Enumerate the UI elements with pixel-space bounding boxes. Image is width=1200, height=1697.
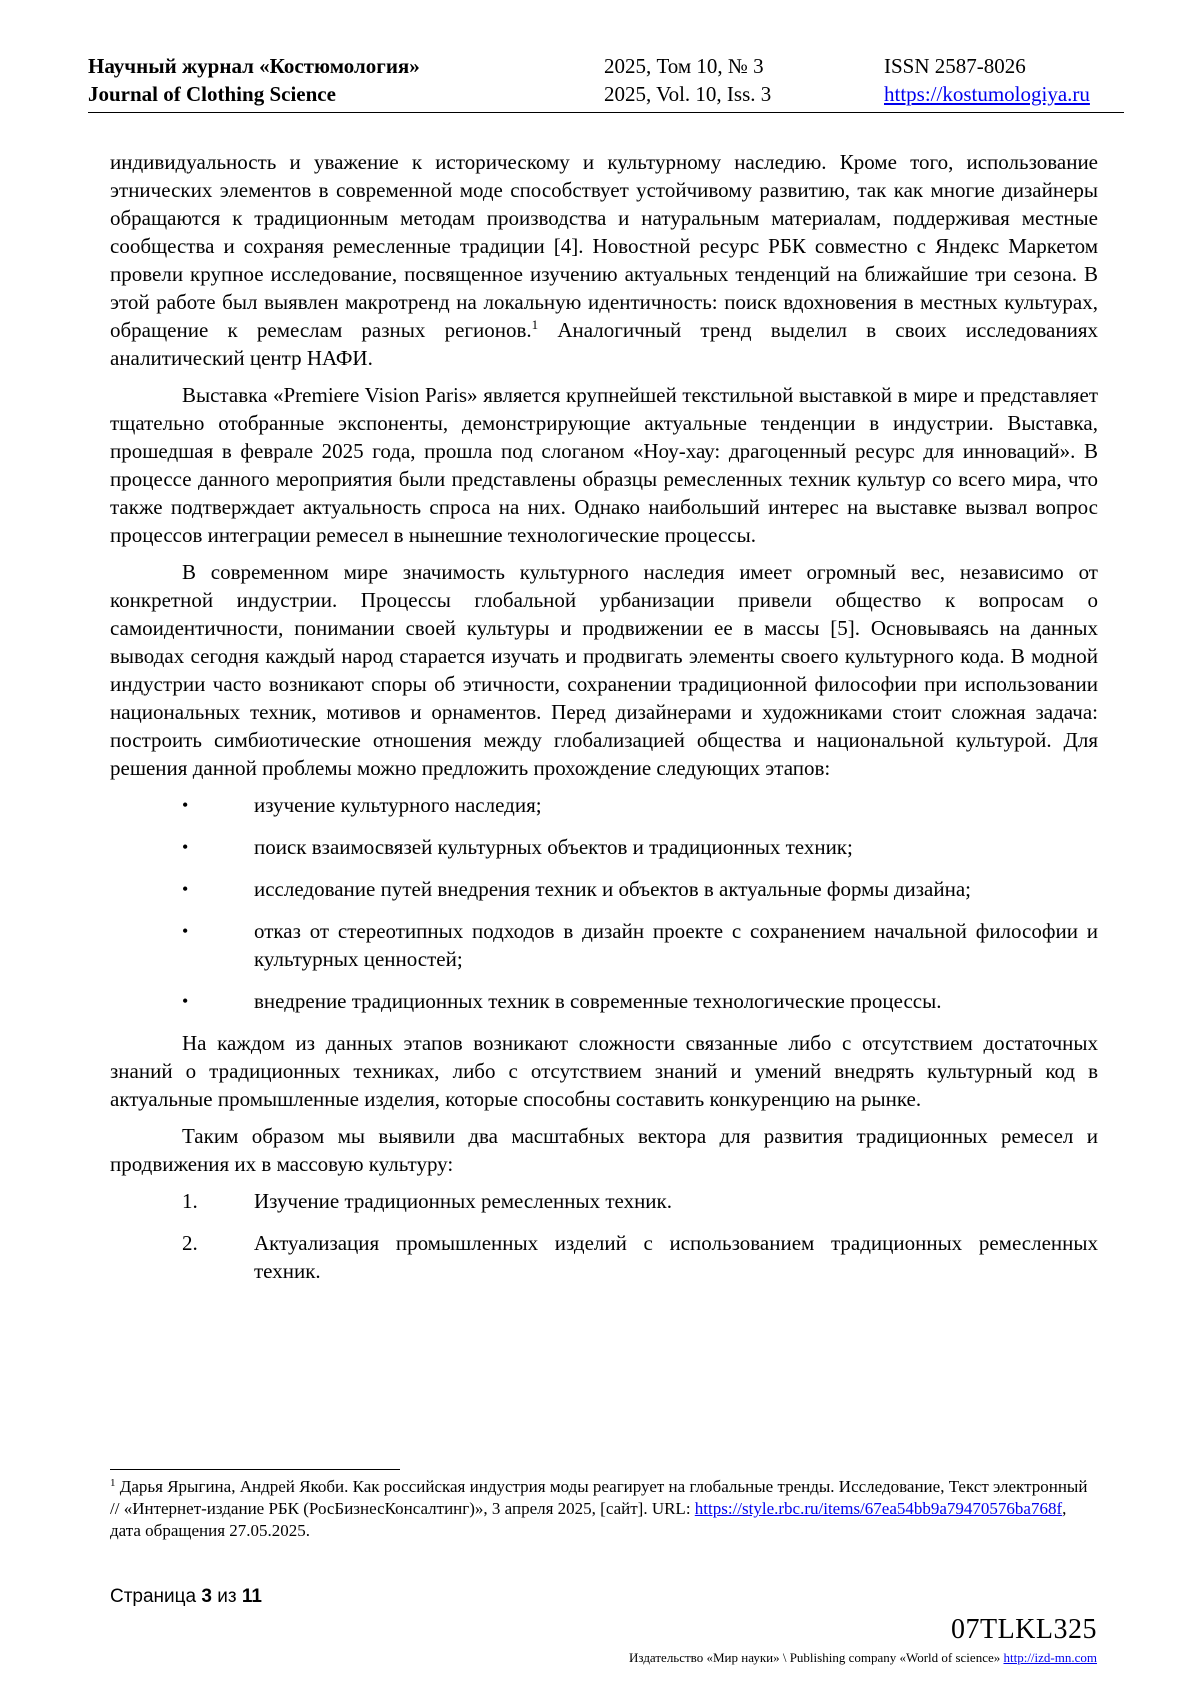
- list-number: 2.: [182, 1231, 198, 1255]
- footnote: [110, 1476, 1098, 1542]
- bullet-icon: •: [182, 837, 189, 857]
- paragraph-1-tail: Аналогичный тренд выделил в своих исследованиях аналитический центр НАФИ.: [110, 318, 1098, 370]
- list-item: • отказ от стереотипных подходов в дизайн проекте с сохранением начальной философии и культурных ценностей;: [182, 919, 1098, 971]
- journal-site-link[interactable]: https://kostumologiya.ru: [884, 82, 1090, 106]
- bullet-icon: •: [182, 795, 189, 815]
- footnote-divider: [110, 1469, 400, 1470]
- list-item: 1. Изучение традиционных ремесленных техник.: [182, 1189, 673, 1213]
- footnote-text: Дарья Ярыгина, Андрей Якоби. Как российская индустрия моды реагирует на глобальные тренды. Исследование, Текст электронный // «Интернет-издание РБК (РосБизнесКонсалтинг)», 3 апреля 2025, [сайт]. URL:: [110, 1477, 1088, 1518]
- article-body: [110, 148, 1098, 1299]
- article-code: 07TLKL325: [950, 1614, 1097, 1645]
- publisher-link[interactable]: http://izd-mn.com: [1003, 1650, 1097, 1665]
- bullet-icon: •: [182, 879, 189, 899]
- issue-block: [604, 52, 771, 108]
- footnote-number: 1: [110, 1477, 116, 1489]
- paragraph-3: В современном мире значимость культурного наследия имеет огромный вес, независимо от конкретной индустрии. Процессы глобальной урбанизации привели общество к вопросам о самоидентичности, понимании своей культуры и продвижении ее в массы [5]. Основываясь на данных выводах сегодня каждый народ старается изучать и продвигать элементы своего культурного кода. В модной индустрии часто возникают споры об этичности, сохранении традиционной философии при использовании национальных техник, мотивов и орнаментов. Перед дизайнерами и художниками стоит сложная задача: построить симбиотические отношения между глобализацией общества и национальной культурой. Для решения данной проблемы можно предложить прохождение следующих этапов:: [110, 560, 1098, 780]
- paragraph-5: Таким образом мы выявили два масштабных вектора для развития традиционных ремесел и продвижения их в массовую культуру:: [110, 1124, 1098, 1176]
- list-item: • исследование путей внедрения техник и объектов в актуальные формы дизайна;: [182, 877, 972, 901]
- footnote-ref[interactable]: 1: [531, 317, 539, 332]
- list-item: 2. Актуализация промышленных изделий с использованием традиционных ремесленных техник.: [182, 1231, 1098, 1283]
- issn-block: [884, 52, 1090, 108]
- list-item: • поиск взаимосвязей культурных объектов и традиционных техник;: [182, 835, 853, 859]
- issn: ISSN 2587-8026: [884, 54, 1026, 78]
- vectors-list: [110, 1187, 1098, 1285]
- bullet-icon: •: [182, 921, 189, 941]
- journal-name-en: Journal of Clothing Science: [88, 82, 336, 106]
- paragraph-1: [110, 148, 1098, 372]
- list-item: • изучение культурного наследия;: [182, 793, 542, 817]
- issue-ru: 2025, Том 10, № 3: [604, 54, 764, 78]
- publisher-line: Издательство «Мир науки» \ Publishing company «World of science» http://izd-mn.com: [629, 1650, 1097, 1665]
- journal-header: [88, 52, 1124, 113]
- list-number: 1.: [182, 1189, 198, 1213]
- issue-en: 2025, Vol. 10, Iss. 3: [604, 82, 772, 106]
- paragraph-4: На каждом из данных этапов возникают сложности связанные либо с отсутствием достаточных знаний о традиционных техниках, либо с отсутствием знаний и умений внедрять культурный код в актуальные промышленные изделия, которые способны составить конкуренцию на рынке.: [110, 1031, 1098, 1111]
- bullet-icon: •: [182, 991, 189, 1011]
- stages-list: [110, 791, 1098, 1015]
- journal-name-ru: Научный журнал «Костюмология»: [88, 54, 420, 78]
- page-number: Страница 3 из 11: [110, 1586, 262, 1607]
- paragraph-1-text: индивидуальность и уважение к историческому и культурному наследию. Кроме того, использование этнических элементов в современной моде способствует устойчивому развитию, так как многие дизайнеры обращаются к традиционным методам производства и натуральным материалам, поддерживая местные сообщества и сохраняя ремесленные традиции [4]. Новостной ресурс РБК совместно с Яндекс Маркетом провели крупное исследование, посвященное изучению актуальных тенденций на ближайшие три сезона. В этой работе был выявлен макротренд на локальную идентичность: поиск вдохновения в местных культурах, обращение к ремеслам разных регионов.: [110, 150, 1098, 342]
- footnote-link[interactable]: https://style.rbc.ru/items/67ea54bb9a79470576ba768f: [694, 1499, 1063, 1518]
- footnote-tail: , дата обращения 27.05.2025.: [110, 1499, 1067, 1540]
- list-item: • внедрение традиционных техник в современные технологические процессы.: [182, 989, 942, 1013]
- paragraph-2: Выставка «Premiere Vision Paris» является крупнейшей текстильной выставкой в мире и представляет тщательно отобранные экспоненты, демонстрирующие актуальные тенденции в индустрии. Выставка, прошедшая в феврале 2025 года, прошла под слоганом «Ноу-хау: драгоценный ресурс для инноваций». В процессе данного мероприятия были представлены образцы ремесленных техник культур со всего мира, что также подтверждает актуальность спроса на них. Однако наибольший интерес на выставке вызвал вопрос процессов интеграции ремесел в нынешние технологические процессы.: [110, 383, 1098, 547]
- journal-name-block: [88, 52, 420, 108]
